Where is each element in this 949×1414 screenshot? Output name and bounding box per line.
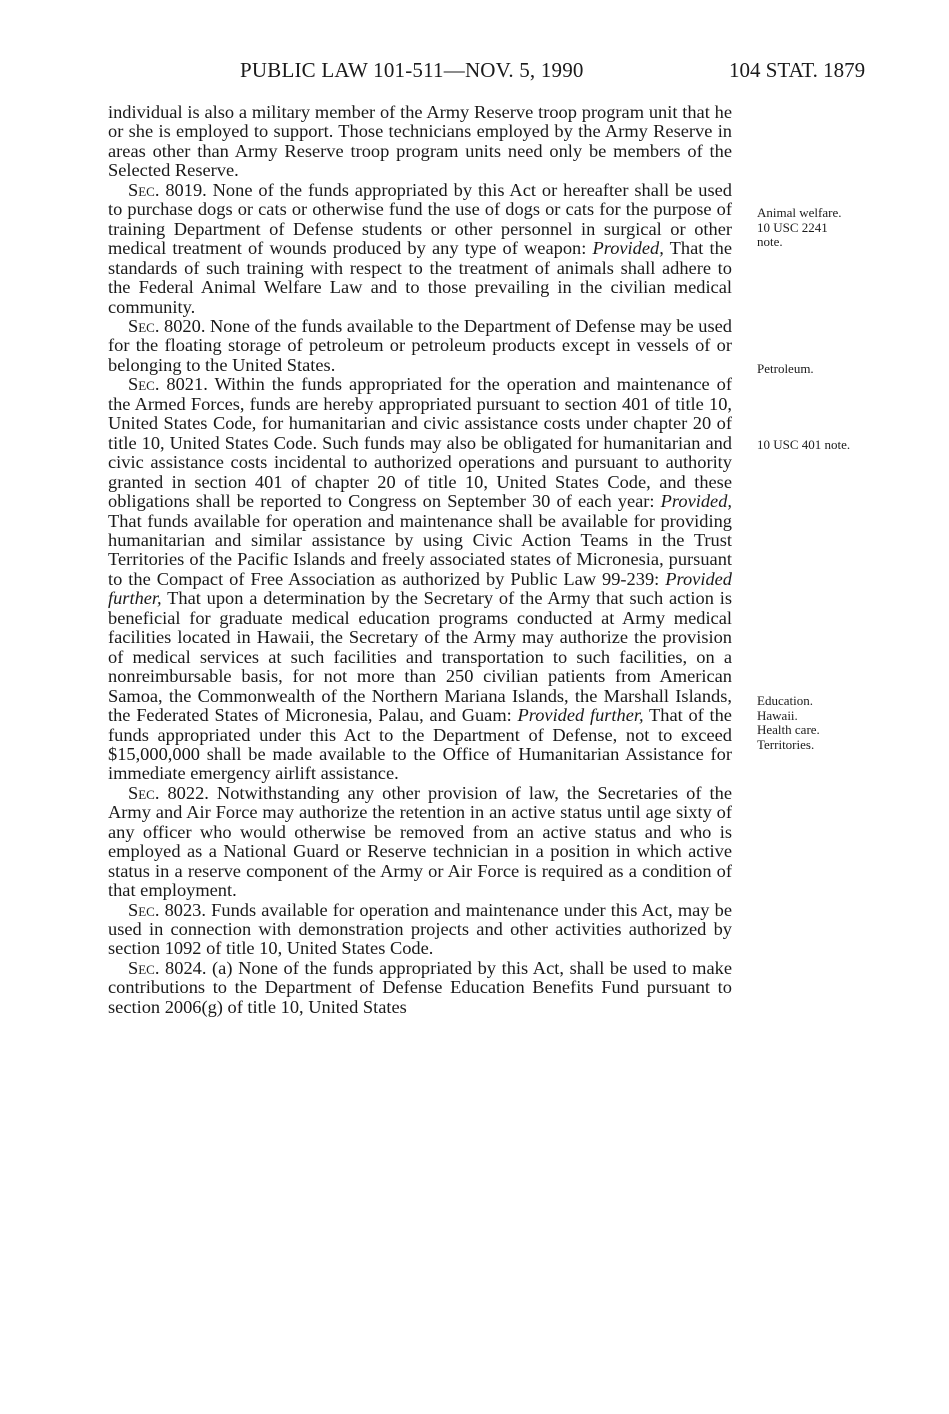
paragraph-sec-8023 [108, 901, 732, 959]
margin-note-line: Hawaii. [757, 707, 798, 723]
paragraph-sec-8020 [108, 317, 732, 375]
margin-note-line: 10 USC 2241 [757, 219, 828, 235]
margin-note-10-usc-401 [757, 438, 947, 453]
paragraph-text: individual is also a military member of the Army Reserve troop program unit that he or she is employed to support. Those technicians employed by the Army Reserve in areas other than Army Reserve troop program units need only be members of the Selected Reserve. [108, 102, 732, 181]
paragraph-sec-8019 [108, 181, 732, 317]
margin-note-line: Animal welfare. [757, 205, 842, 220]
paragraph-sec-8022 [108, 784, 732, 901]
paragraph-text: That funds available for operation and maintenance shall be available for providing humanitarian and similar assistance by using Civic Action Teams in the Trust Territories of the Pacific Islands and freely associated states of Micronesia, pursuant to the Compact of Free Association as authorized by Public Law 99-239: [108, 510, 732, 589]
margin-note-petroleum [757, 362, 947, 377]
margin-note-line: Education. [757, 693, 813, 708]
section-number: Sec. 8019. [128, 179, 207, 200]
section-number: Sec. 8022. [128, 782, 209, 803]
running-header-stat: 104 STAT. 1879 [729, 58, 866, 82]
margin-note-line: Health care. [757, 722, 820, 737]
section-number: Sec. 8024. [128, 957, 207, 978]
proviso-italic: Provided further, [108, 568, 732, 609]
running-header-title: PUBLIC LAW 101-511—NOV. 5, 1990 [240, 58, 584, 82]
paragraph-text: Funds available for operation and maintenance under this Act, may be used in connection with demonstration projects and other activities authorized by section 1092 of title 10, United States Code. [108, 899, 732, 959]
proviso-italic: Provided further, [517, 705, 644, 726]
body-text [108, 103, 732, 1017]
proviso-italic: Provided, [660, 491, 732, 512]
margin-note-line: Petroleum. [757, 361, 814, 376]
section-number: Sec. 8021. [128, 374, 208, 395]
paragraph-sec-8021 [108, 375, 732, 784]
margin-note-line: Territories. [757, 736, 815, 752]
paragraph-text: Notwithstanding any other provision of law, the Secretaries of the Army and Air Force may authorize the retention in an active status until age sixty of any officer who would otherwise be removed from an active status and who is employed as a National Guard or Reserve technician in a position in which active status in a reserve component of the Army or Air Force is required as a condition of that employment. [108, 782, 732, 901]
margin-note-line: 10 USC 401 note. [757, 437, 851, 452]
proviso-italic: Provided, [592, 238, 664, 259]
paragraph-text: Within the funds appropriated for the operation and maintenance of the Armed Forces, funds are hereby appropriated pursuant to section 401 of title 10, United States Code, for humanitarian and civic assistance costs under chapter 20 of title 10, United States Code. Such funds may also be obligated for humanitarian and civic assistance costs incidental to authorized operations and pursuant to authority granted in section 401 of chapter 20 of title 10, United States Code, and these obligations shall be reported to Congress on September 30 of each year: [108, 374, 732, 512]
paragraph-sec-8024 [108, 959, 732, 1017]
section-number: Sec. 8020. [128, 315, 206, 336]
paragraph-text: That upon a determination by the Secretary of the Army that such action is beneficial for graduate medical education programs conducted at Army medical facilities located in Hawaii, the Secretary of the Army may authorize the provision of medical services at such facilities and transportation to such facilities, on a nonreimbursable basis, for not more than 250 civilian patients from American Samoa, the Commonwealth of the Northern Mariana Islands, the Marshall Islands, the Federated States of Micronesia, Palau, and Guam: [108, 588, 732, 726]
paragraph-text: That the standards of such training with respect to the treatment of animals shall adhere to the Federal Animal Welfare Law and to those prevailing in the civilian medical community. [108, 238, 732, 317]
paragraph-text: That of the funds appropriated under this Act to the Department of Defense, not to exceed $15,000,000 shall be made available to the Office of Humanitarian Assistance for immediate emergency airlift assistance. [108, 705, 732, 784]
margin-note-line: note. [757, 234, 783, 249]
margin-note-education [757, 694, 947, 752]
paragraph-continuation [108, 103, 732, 181]
paragraph-text: (a) None of the funds appropriated by this Act, shall be used to make contributions to the Department of Defense Education Benefits Fund pursuant to section 2006(g) of title 10, United States [108, 957, 732, 1017]
section-number: Sec. 8023. [128, 899, 206, 920]
paragraph-text: None of the funds appropriated by this Act or hereafter shall be used to purchase dogs or cats or otherwise fund the use of dogs or cats for the purpose of training Department of Defense students or other personnel in surgical or other medical treatment of wounds produced by any type of weapon: [108, 179, 732, 259]
margin-note-animal-welfare [757, 206, 947, 250]
paragraph-text: None of the funds available to the Department of Defense may be used for the floating storage of petroleum or petroleum products except in vessels of or belonging to the United States. [108, 315, 732, 375]
